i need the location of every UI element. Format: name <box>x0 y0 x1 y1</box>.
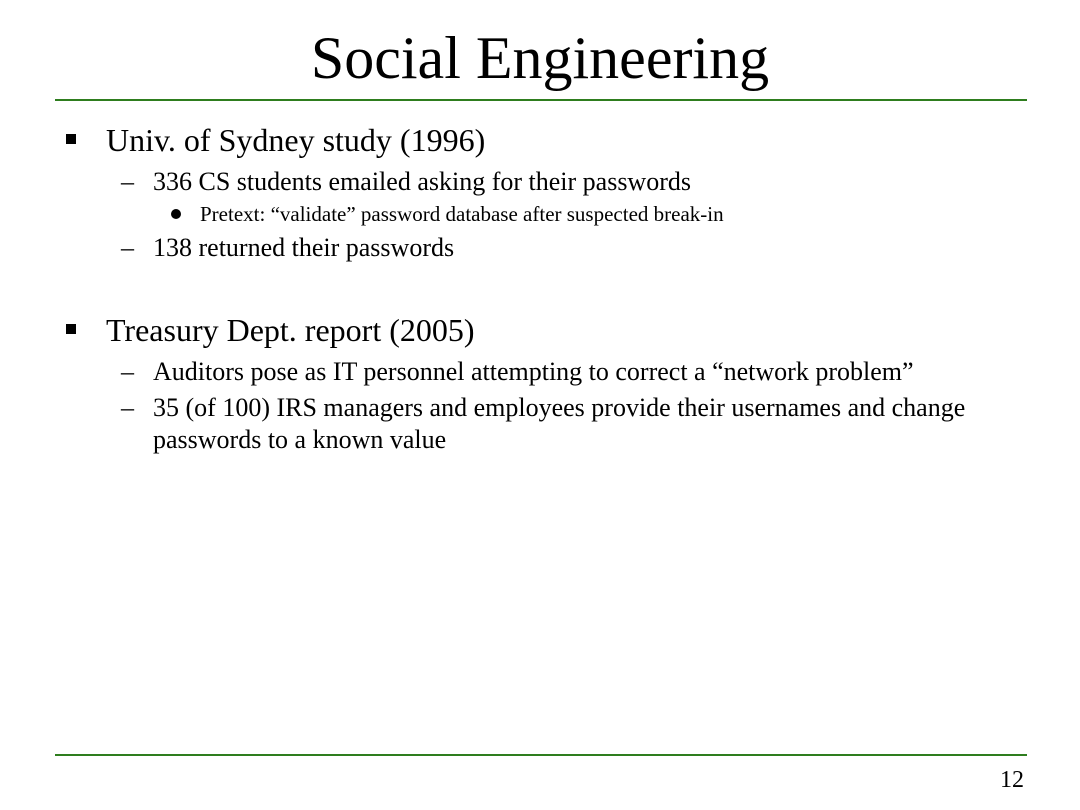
sub-sub-bullet-text: Pretext: “validate” password database after suspected break-in <box>200 202 724 226</box>
sub-bullet <box>106 232 1042 264</box>
dash-bullet-icon: – <box>121 357 134 386</box>
sub-bullet <box>106 392 1042 456</box>
slide-title: Social Engineering <box>310 25 770 91</box>
sub-bullet <box>106 356 1042 388</box>
sub-bullet-text: Auditors pose as IT personnel attempting to correct a “network problem” <box>153 357 914 386</box>
bullet-heading-text: Univ. of Sydney study (1996) <box>106 122 486 158</box>
footer-divider <box>55 754 1027 756</box>
dash-bullet-icon: – <box>121 167 134 196</box>
section-sydney-study <box>62 118 1042 264</box>
title-divider <box>55 99 1027 101</box>
dash-bullet-icon: – <box>121 393 134 422</box>
sub-bullet-text: 35 (of 100) IRS managers and employees provide their usernames and change passwords to a known value <box>153 393 966 454</box>
bullet-heading <box>62 308 1042 352</box>
square-bullet-icon <box>66 134 76 144</box>
sub-bullet-text: 336 CS students emailed asking for their passwords <box>153 167 691 196</box>
dash-bullet-icon: – <box>121 233 134 262</box>
section-treasury-report <box>62 308 1042 456</box>
square-bullet-icon <box>66 324 76 334</box>
round-bullet-icon <box>171 209 181 219</box>
bullet-heading <box>62 118 1042 162</box>
sub-sub-bullet <box>153 200 1042 228</box>
page-number: 12 <box>1000 767 1024 793</box>
slide-content <box>62 118 1042 456</box>
sub-bullet-text: 138 returned their passwords <box>153 233 455 262</box>
sub-bullet <box>106 166 1042 198</box>
bullet-heading-text: Treasury Dept. report (2005) <box>106 312 475 348</box>
